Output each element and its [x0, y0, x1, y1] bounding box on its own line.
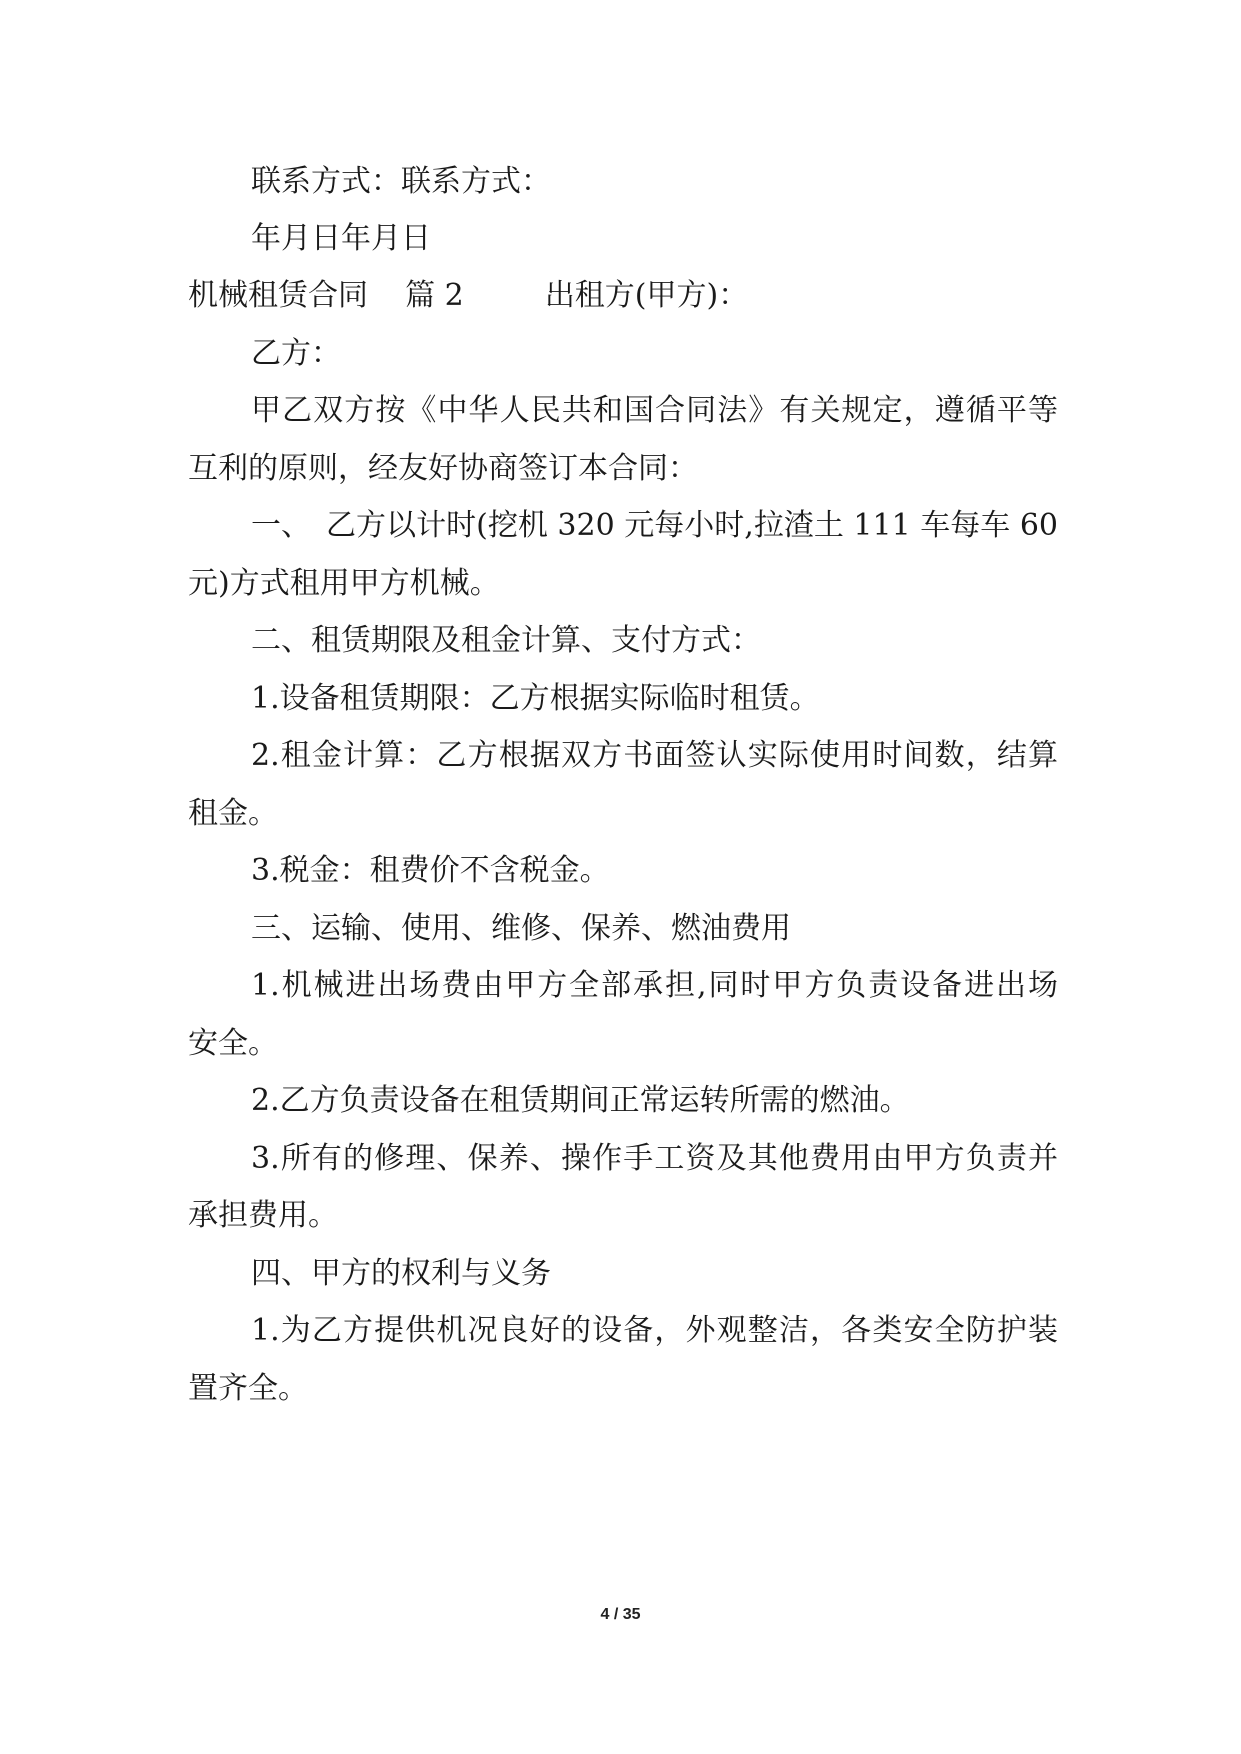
- lessee-label: 乙方：: [251, 336, 341, 371]
- section-heading: 二、租赁期限及租金计算、支付方式：: [251, 623, 761, 658]
- lessor-label: 出租方(甲方)：: [544, 278, 749, 313]
- clause-line: 3.所有的修理、保养、操作手工资及其他费用由甲方负责并: [251, 1141, 1058, 1176]
- clause-line: 1.机械进出场费由甲方全部承担,同时甲方负责设备进出场: [251, 968, 1058, 1003]
- clause-line: 1.设备租赁期限：乙方根据实际临时租赁。: [251, 681, 820, 716]
- paragraph-line: 甲乙双方按《中华人民共和国合同法》有关规定，遵循平等: [251, 393, 1058, 428]
- contract-part: 篇 2: [405, 278, 464, 313]
- contract-title: 机械租赁合同: [188, 278, 368, 313]
- contact-line: 联系方式：联系方式：: [251, 164, 551, 199]
- clause-line: 承担费用。: [188, 1198, 338, 1233]
- contract-heading: [188, 278, 748, 314]
- paragraph-line: 一、 乙方以计时(挖机 320 元每小时,拉渣土 111 车每车 60: [251, 508, 1058, 543]
- paragraph-line: 互利的原则，经友好协商签订本合同：: [188, 451, 698, 486]
- clause-line: 2.乙方负责设备在租赁期间正常运转所需的燃油。: [251, 1083, 910, 1118]
- date-line: 年月日年月日: [251, 221, 431, 256]
- clause-line: 置齐全。: [188, 1371, 308, 1406]
- page-number: 4 / 35: [600, 1606, 641, 1623]
- clause-line: 1.为乙方提供机况良好的设备，外观整洁，各类安全防护装: [251, 1313, 1058, 1348]
- clause-line: 租金。: [188, 796, 278, 831]
- clause-line: 3.税金：租费价不含税金。: [251, 853, 610, 888]
- clause-line: 2.租金计算：乙方根据双方书面签认实际使用时间数，结算: [251, 738, 1058, 773]
- section-heading: 四、甲方的权利与义务: [251, 1256, 551, 1291]
- clause-line: 安全。: [188, 1026, 278, 1061]
- paragraph-line: 元)方式租用甲方机械。: [188, 566, 500, 601]
- section-heading: 三、运输、使用、维修、保养、燃油费用: [251, 911, 791, 946]
